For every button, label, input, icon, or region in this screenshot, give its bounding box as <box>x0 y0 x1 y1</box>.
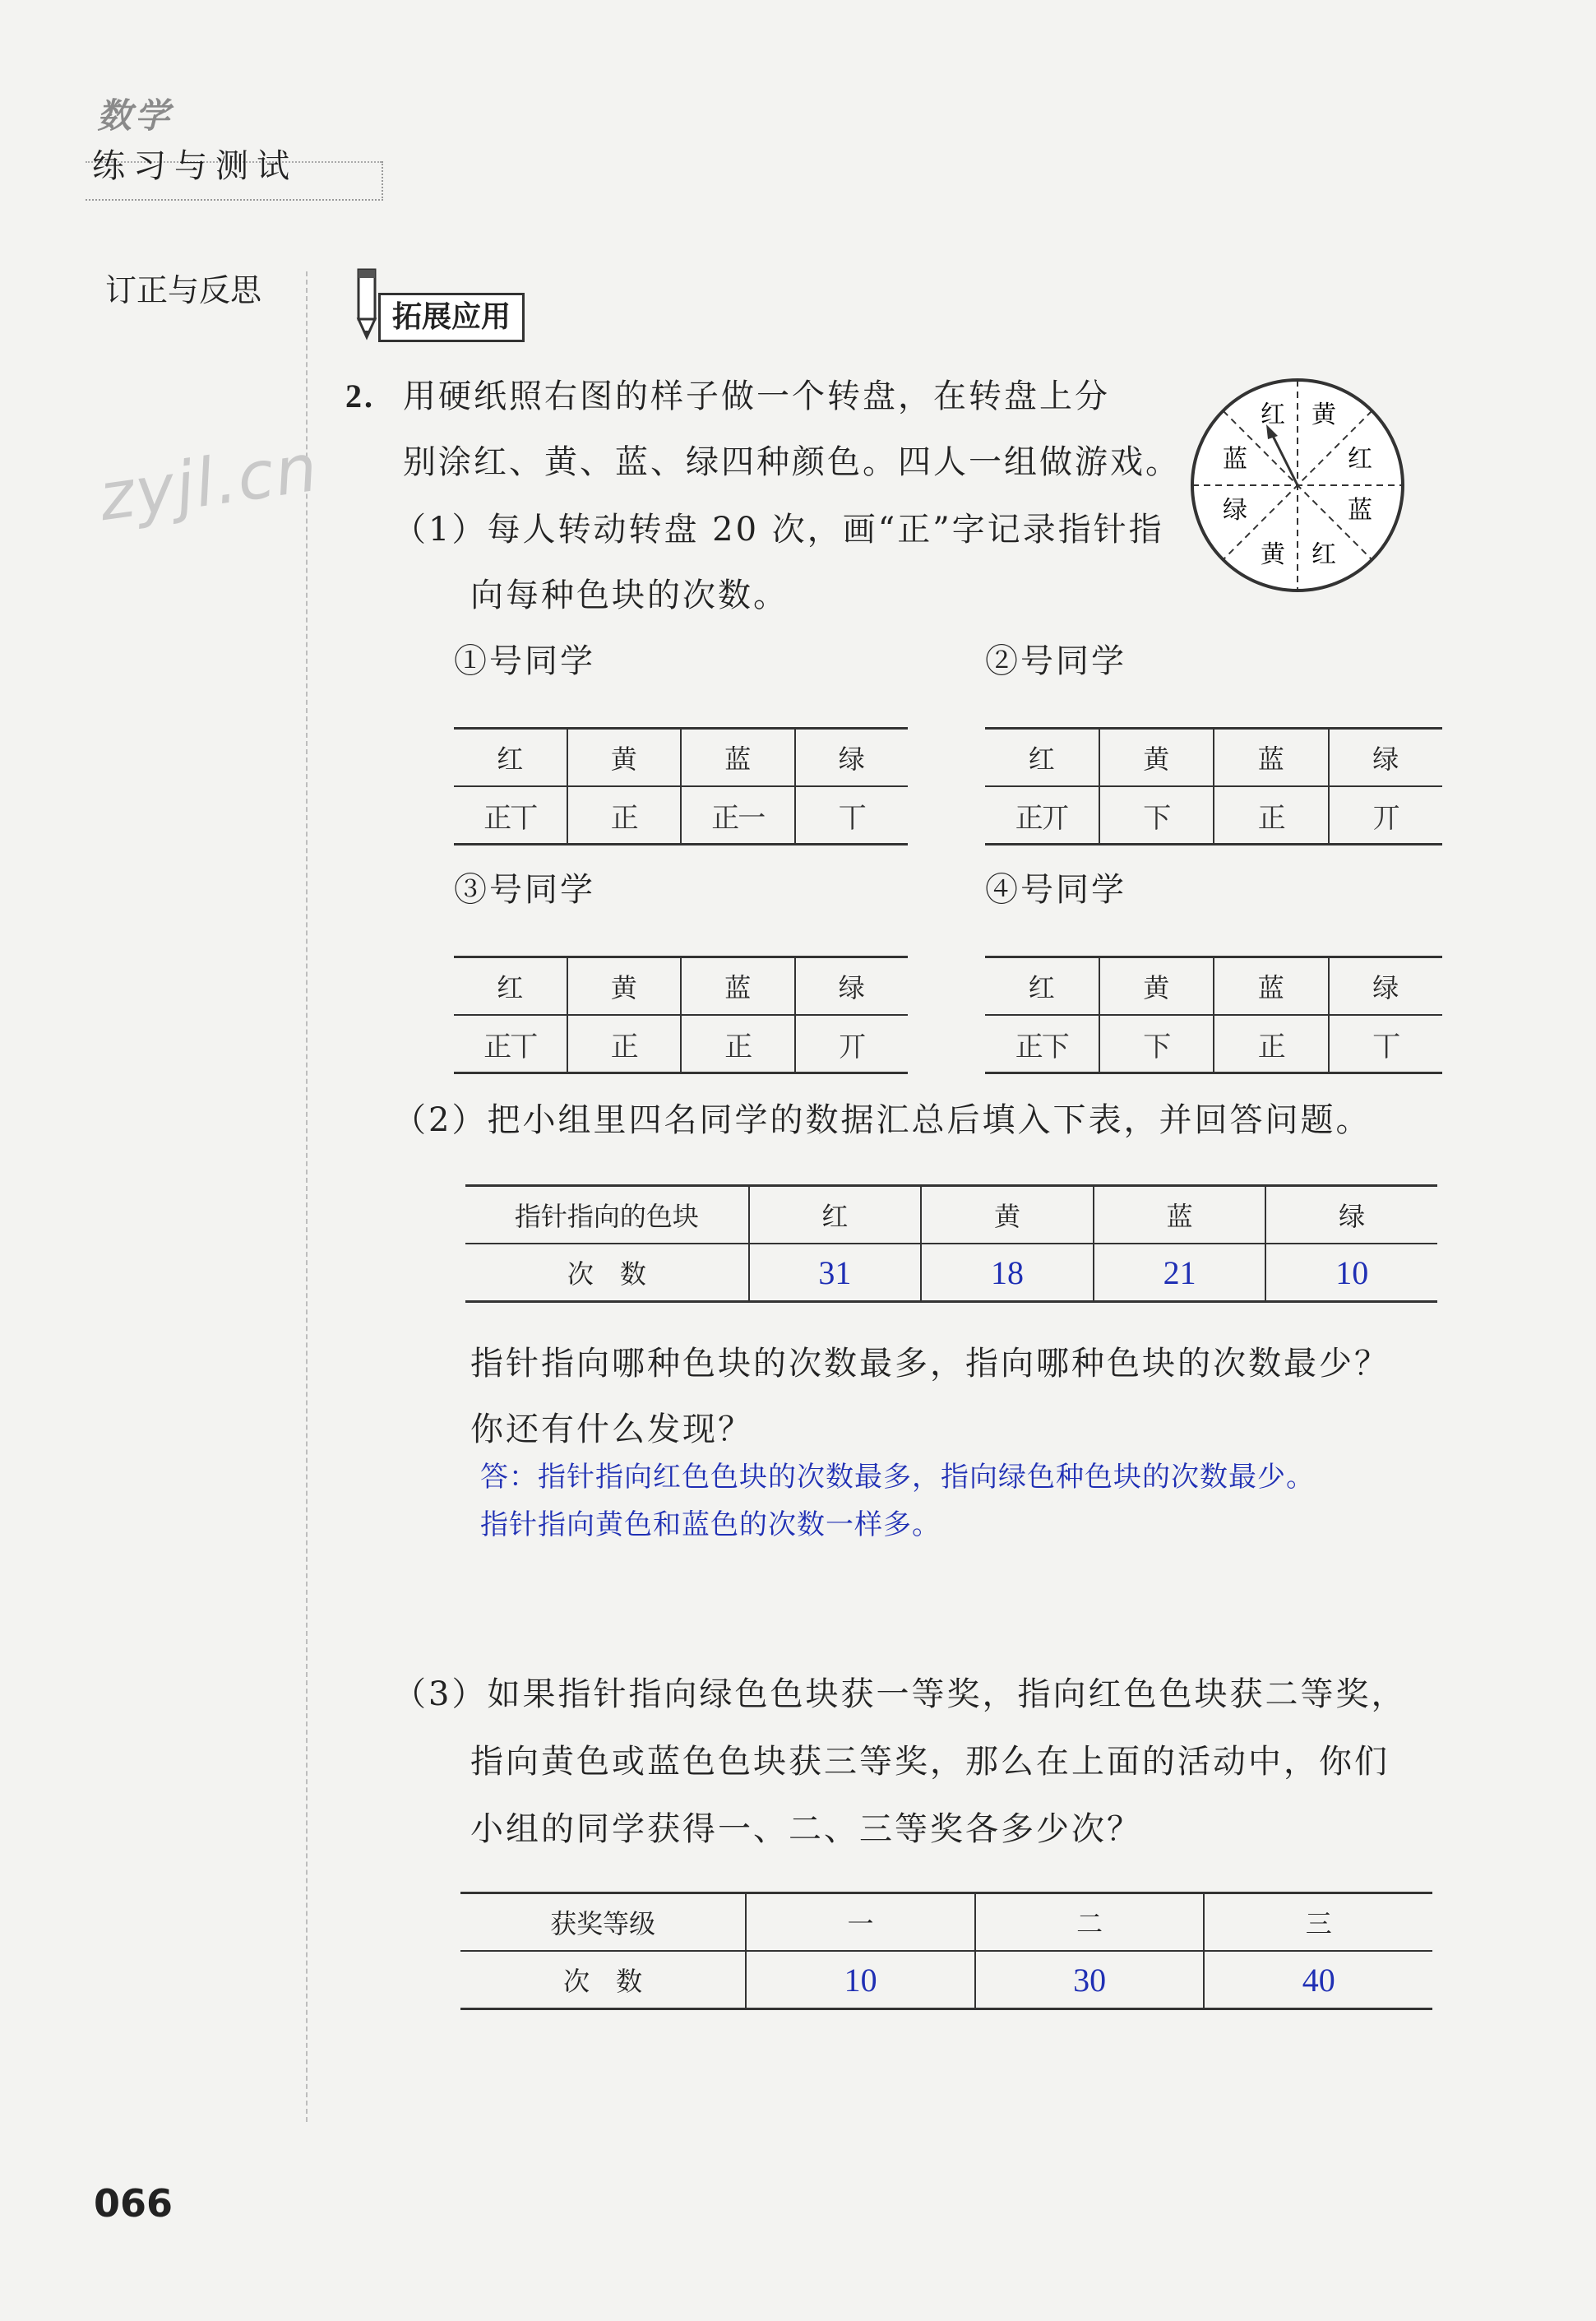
wheel-label-4: 蓝 <box>1348 496 1372 525</box>
summary-value-red: 31 <box>749 1244 922 1302</box>
summary-header-label: 指针指向的色块 <box>465 1186 749 1244</box>
page-number: 066 <box>94 2181 173 2226</box>
section-title: 拓展应用 <box>378 293 525 342</box>
part2-answer-2: 指针指向黄色和蓝色的次数一样多。 <box>480 1508 941 1541</box>
watermark: zyjl.cn <box>94 429 324 536</box>
part1-line-2: 向每种色块的次数。 <box>470 577 789 614</box>
prize-col-second: 二 <box>975 1893 1205 1952</box>
tally-green: 丌 <box>1329 786 1443 845</box>
prize-col-first: 一 <box>746 1893 975 1952</box>
student-4-table <box>985 956 1442 1074</box>
tally-yellow: 下 <box>1099 1015 1214 1073</box>
pencil-icon <box>352 265 382 341</box>
summary-col-red: 红 <box>749 1186 922 1244</box>
part2-question-1: 指针指向哪种色块的次数最多，指向哪种色块的次数最少？ <box>470 1345 1390 1383</box>
summary-col-yellow: 黄 <box>921 1186 1094 1244</box>
tally-red: 正丅 <box>454 786 567 845</box>
tally-red: 正下 <box>985 1015 1099 1073</box>
spinner-wheel <box>1184 372 1411 599</box>
student-1-table <box>454 727 908 845</box>
subject-label: 数学 <box>97 95 173 136</box>
prize-value-first: 10 <box>746 1951 975 2009</box>
student-3-name: ③号同学 <box>454 871 595 909</box>
tally-blue: 正 <box>681 1015 795 1073</box>
header-red: 红 <box>454 957 567 1016</box>
summary-col-blue: 蓝 <box>1094 1186 1266 1244</box>
student-1-name: ①号同学 <box>454 642 595 680</box>
wheel-label-3: 红 <box>1348 445 1372 474</box>
tally-green: 丅 <box>795 786 909 845</box>
tally-green: 丅 <box>1329 1015 1443 1073</box>
header-green: 绿 <box>1329 729 1443 787</box>
student-3-table <box>454 956 908 1074</box>
tally-yellow: 正 <box>567 1015 682 1073</box>
header-blue: 蓝 <box>681 957 795 1016</box>
header-yellow: 黄 <box>567 729 682 787</box>
tally-yellow: 正 <box>567 786 682 845</box>
wheel-label-5: 红 <box>1311 540 1336 569</box>
header-red: 红 <box>985 729 1099 787</box>
tally-yellow: 下 <box>1099 786 1214 845</box>
wheel-label-8: 蓝 <box>1223 445 1247 474</box>
header-blue: 蓝 <box>681 729 795 787</box>
part3-line-3: 小组的同学获得一、二、三等奖各多少次？ <box>470 1810 1142 1848</box>
prize-header-label: 获奖等级 <box>460 1893 746 1952</box>
summary-col-green: 绿 <box>1265 1186 1437 1244</box>
prize-value-third: 40 <box>1204 1951 1432 2009</box>
wheel-label-6: 黄 <box>1261 540 1285 569</box>
tally-blue: 正 <box>1214 1015 1329 1073</box>
margin-divider <box>306 271 308 2122</box>
prize-value-second: 30 <box>975 1951 1205 2009</box>
summary-value-blue: 21 <box>1094 1244 1266 1302</box>
question-number: 2. <box>345 378 375 415</box>
header-red: 红 <box>985 957 1099 1016</box>
prize-col-third: 三 <box>1204 1893 1432 1952</box>
header-blue: 蓝 <box>1214 729 1329 787</box>
question-line-1: 用硬纸照右图的样子做一个转盘，在转盘上分 <box>403 378 1110 415</box>
tally-red: 正丅 <box>454 1015 567 1073</box>
student-2-table <box>985 727 1442 845</box>
header-green: 绿 <box>1329 957 1443 1016</box>
margin-label: 订正与反思 <box>105 272 262 308</box>
part1-line-1: （1）每人转动转盘 20 次，画“正”字记录指针指 <box>393 511 1164 549</box>
part2-question-2: 你还有什么发现？ <box>470 1411 753 1448</box>
header-blue: 蓝 <box>1214 957 1329 1016</box>
tally-blue: 正一 <box>681 786 795 845</box>
student-2-name: ②号同学 <box>985 642 1126 680</box>
summary-table <box>465 1184 1437 1303</box>
book-title: 练习与测试 <box>92 147 298 185</box>
summary-row-label: 次 数 <box>465 1244 749 1302</box>
prize-table <box>460 1892 1432 2010</box>
summary-value-yellow: 18 <box>921 1244 1094 1302</box>
summary-value-green: 10 <box>1265 1244 1437 1302</box>
tally-red: 正丌 <box>985 786 1099 845</box>
header-red: 红 <box>454 729 567 787</box>
part3-line-1: （3）如果指针指向绿色色块获一等奖，指向红色色块获二等奖， <box>393 1675 1407 1713</box>
student-4-name: ④号同学 <box>985 871 1126 909</box>
header-green: 绿 <box>795 957 909 1016</box>
wheel-label-7: 绿 <box>1223 496 1247 525</box>
header-yellow: 黄 <box>1099 957 1214 1016</box>
wheel-label-2: 黄 <box>1311 401 1336 429</box>
wheel-label-1: 红 <box>1261 401 1285 429</box>
prize-row-label: 次 数 <box>460 1951 746 2009</box>
tally-blue: 正 <box>1214 786 1329 845</box>
tally-green: 丌 <box>795 1015 909 1073</box>
question-line-2: 别涂红、黄、蓝、绿四种颜色。四人一组做游戏。 <box>403 443 1181 481</box>
header-yellow: 黄 <box>1099 729 1214 787</box>
header-green: 绿 <box>795 729 909 787</box>
part2-answer-1: 答：指针指向红色色块的次数最多，指向绿色种色块的次数最少。 <box>480 1461 1315 1494</box>
part3-line-2: 指向黄色或蓝色色块获三等奖，那么在上面的活动中，你们 <box>470 1743 1390 1781</box>
part2-text: （2）把小组里四名同学的数据汇总后填入下表，并回答问题。 <box>393 1101 1372 1139</box>
header-yellow: 黄 <box>567 957 682 1016</box>
